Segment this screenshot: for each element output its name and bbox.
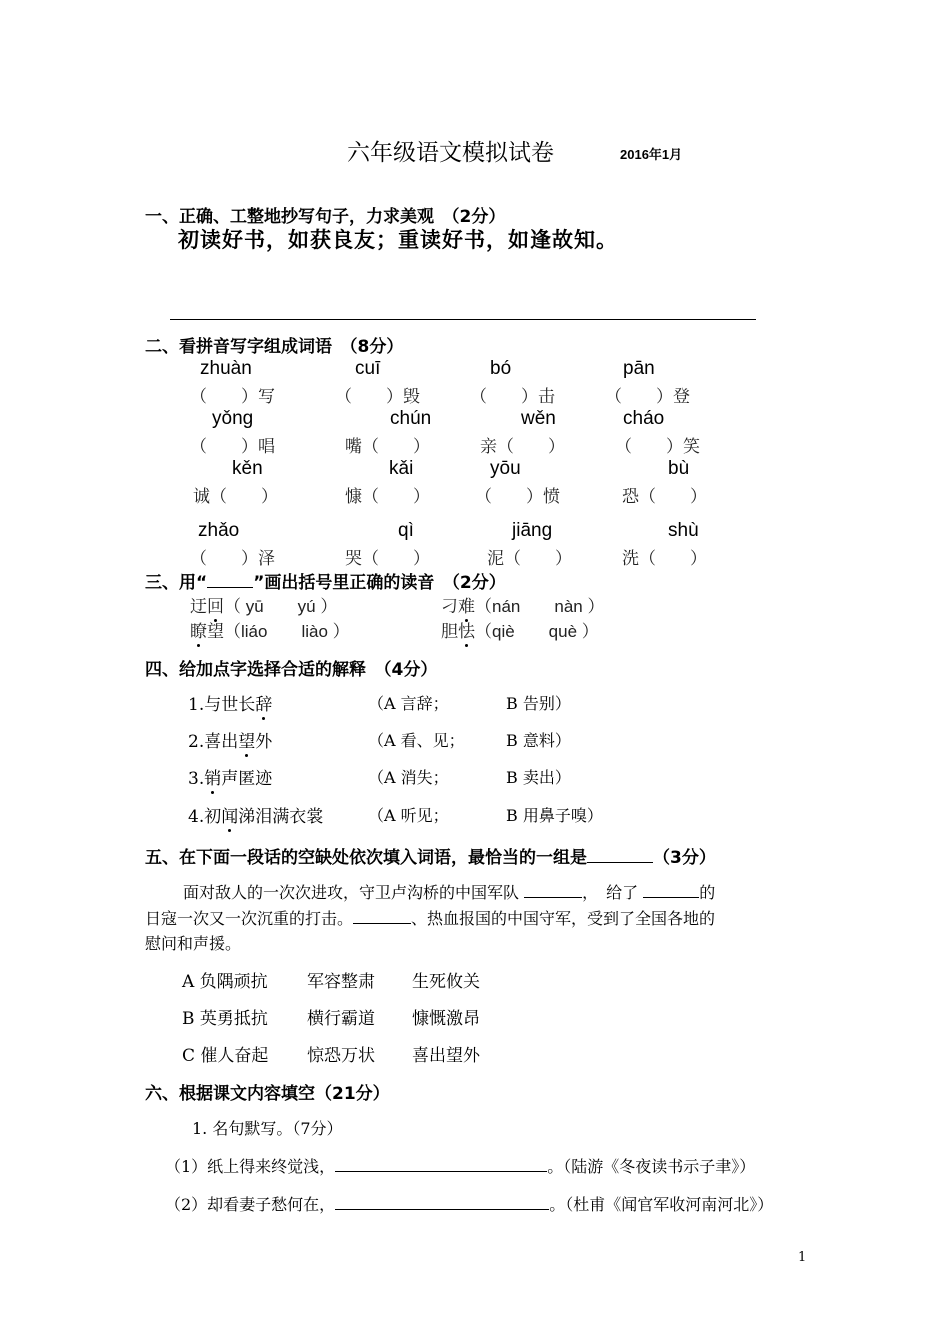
- idiom-item: 3.销声匿迹: [188, 764, 272, 789]
- pinyin: qì: [398, 520, 414, 541]
- exam-date: 2016年1月: [620, 147, 683, 162]
- pinyin: zhǎo: [198, 520, 240, 541]
- subsection-title: 1. 名句默写。（7分）: [192, 1119, 343, 1138]
- answer-cell[interactable]: 诚（ ）: [193, 487, 278, 507]
- section-3-heading: [145, 568, 506, 593]
- page-number: 1: [798, 1250, 807, 1265]
- option-b[interactable]: B 卖出）: [506, 768, 571, 787]
- option-b[interactable]: B 告别）: [506, 694, 571, 713]
- answer-cell[interactable]: 恐（ ）: [622, 487, 707, 507]
- idiom-item: 1.与世长辞: [188, 690, 272, 715]
- section-6-heading: 六、根据课文内容填空（21分）: [145, 1084, 390, 1104]
- answer-blank[interactable]: [587, 846, 653, 863]
- reading-item: 瞭望（liáo liào ）: [190, 617, 350, 642]
- answer-blank[interactable]: [353, 907, 411, 924]
- pinyin: bù: [668, 458, 690, 479]
- section-3-heading-end: ”画出括号里正确的读音 （2分）: [253, 573, 506, 593]
- fill-line: （2）却看妻子愁何在， 。（杜甫《闻官军收河南河北》）: [165, 1195, 774, 1214]
- answer-cell[interactable]: 哭（ ）: [345, 549, 430, 569]
- pinyin: shù: [668, 520, 699, 541]
- choice-word: 横行霸道: [307, 1009, 375, 1029]
- underline-sample: [207, 571, 253, 588]
- answer-cell[interactable]: （ ）笑: [615, 437, 700, 457]
- pinyin: chún: [390, 408, 432, 429]
- section-1-heading: 一、正确、工整地抄写句子，力求美观 （2分）: [145, 207, 506, 227]
- answer-cell[interactable]: （ ）泽: [190, 549, 275, 569]
- reading-item: 迂回（ yū yú ）: [190, 592, 337, 617]
- answer-cell[interactable]: 泥（ ）: [487, 549, 572, 569]
- reading-item: 刁难（nán nàn ）: [441, 592, 604, 617]
- section-3-heading-start: 三、用“: [145, 573, 208, 593]
- pinyin: cháo: [623, 408, 665, 429]
- choice-word: 慷慨激昂: [412, 1009, 480, 1029]
- answer-blank[interactable]: [335, 1155, 547, 1172]
- pinyin: kěn: [232, 458, 263, 479]
- choice-option[interactable]: C 催人奋起: [182, 1046, 269, 1066]
- answer-cell[interactable]: 慷（ ）: [345, 487, 430, 507]
- option-b[interactable]: B 意料）: [506, 731, 571, 750]
- paragraph-line: 日寇一次又一次沉重的打击。 、热血报国的中国守军，受到了全国各地的: [145, 909, 716, 928]
- section-5-heading: 五、在下面一段话的空缺处依次填入词语，最恰当的一组是 （3分）: [145, 848, 716, 868]
- reading-options[interactable]: （liáo liào ）: [224, 622, 350, 641]
- pinyin: zhuàn: [200, 358, 252, 379]
- pinyin: pān: [623, 358, 655, 379]
- pinyin: kǎi: [389, 458, 414, 479]
- option-a[interactable]: （A 言辞；: [368, 694, 449, 713]
- answer-blank[interactable]: [335, 1193, 549, 1210]
- pinyin: jiāng: [512, 520, 553, 541]
- pinyin: wěn: [521, 408, 556, 429]
- pinyin: cuī: [355, 358, 381, 379]
- answer-cell[interactable]: 洗（ ）: [622, 549, 707, 569]
- section-2-heading: 二、看拼音写字组成词语 （8分）: [145, 337, 404, 357]
- idiom-item: 2.喜出望外: [188, 727, 272, 752]
- choice-option[interactable]: A 负隅顽抗: [182, 972, 268, 992]
- pinyin: yǒng: [212, 408, 254, 429]
- option-a[interactable]: （A 听见；: [368, 806, 449, 825]
- reading-item: 胆怯（qiè què ）: [441, 617, 599, 642]
- pinyin: yōu: [490, 458, 521, 479]
- answer-blank[interactable]: [643, 881, 699, 898]
- section-4-heading: 四、给加点字选择合适的解释 （4分）: [145, 660, 438, 680]
- option-b[interactable]: B 用鼻子嗅）: [506, 806, 603, 825]
- answer-cell[interactable]: （ ）唱: [190, 437, 275, 457]
- page-title: 六年级语文模拟试卷: [347, 140, 554, 166]
- pinyin: bó: [490, 358, 512, 379]
- choice-word: 军容整肃: [307, 972, 375, 992]
- answer-cell[interactable]: （ ）愤: [475, 487, 560, 507]
- answer-blank[interactable]: [524, 881, 582, 898]
- choice-option[interactable]: B 英勇抵抗: [182, 1009, 268, 1029]
- choice-word: 惊恐万状: [307, 1046, 375, 1066]
- choice-word: 生死攸关: [412, 972, 480, 992]
- reading-options[interactable]: （nán nàn ）: [475, 597, 605, 616]
- answer-cell[interactable]: （ ）登: [605, 387, 690, 407]
- copy-writing-line: [170, 319, 756, 320]
- answer-cell[interactable]: 嘴（ ）: [345, 437, 430, 457]
- reading-options[interactable]: （ yū yú ）: [224, 597, 338, 616]
- idiom-item: 4.初闻涕泪满衣裳: [188, 802, 323, 827]
- paragraph-line: 慰问和声援。: [145, 934, 242, 953]
- answer-cell[interactable]: （ ）击: [470, 387, 555, 407]
- option-a[interactable]: （A 看、见；: [368, 731, 465, 750]
- paragraph-line: 面对敌人的一次次进攻，守卫卢沟桥的中国军队 ， 给了 的: [183, 883, 716, 902]
- copy-sentence: 初读好书，如获良友；重读好书，如逢故知。: [178, 227, 618, 252]
- answer-cell[interactable]: 亲（ ）: [480, 437, 565, 457]
- answer-cell[interactable]: （ ）写: [190, 387, 275, 407]
- fill-line: （1）纸上得来终觉浅， 。（陆游《冬夜读书示子聿》）: [165, 1157, 756, 1176]
- option-a[interactable]: （A 消失；: [368, 768, 449, 787]
- choice-word: 喜出望外: [412, 1046, 480, 1066]
- answer-cell[interactable]: （ ）毁: [335, 387, 420, 407]
- reading-options[interactable]: （qiè què ）: [475, 622, 599, 641]
